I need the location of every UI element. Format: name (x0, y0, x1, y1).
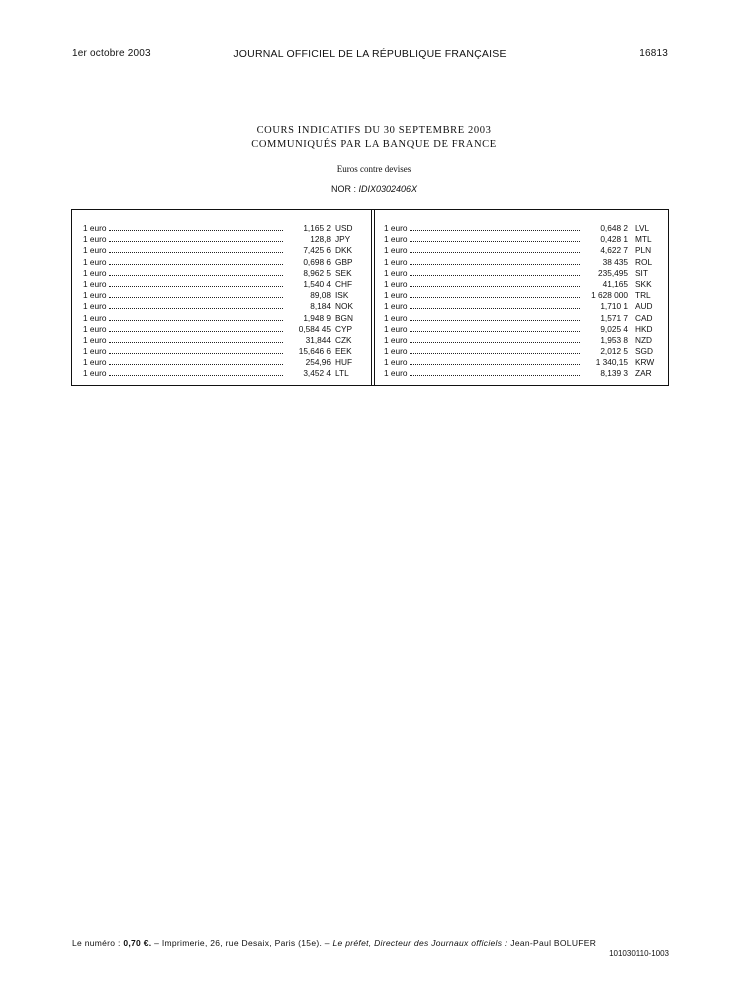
rate-label: 1 euro (384, 357, 408, 368)
rate-value: 2,012 5 (600, 346, 628, 357)
document-titles (0, 124, 748, 194)
page-header (72, 48, 668, 64)
header-date: 1er octobre 2003 (72, 48, 151, 59)
leader-dots (109, 353, 283, 354)
currency-code: NOK (335, 301, 353, 312)
rate-label: 1 euro (83, 346, 107, 357)
leader-dots (109, 342, 283, 343)
currency-code: ROL (635, 256, 653, 267)
leader-dots (109, 331, 283, 332)
rate-row (83, 301, 361, 312)
rate-value: 89,08 (310, 290, 331, 301)
rate-label: 1 euro (83, 256, 107, 267)
currency-code: LVL (635, 223, 650, 233)
rate-row (83, 357, 361, 368)
journal-title: JOURNAL OFFICIEL DE LA RÉPUBLIQUE FRANÇAISE (233, 48, 507, 60)
currency-code: CHF (335, 278, 353, 289)
nor-label: NOR : (330, 184, 356, 194)
leader-dots (109, 297, 283, 298)
rate-label: 1 euro (83, 312, 107, 323)
rate-label: 1 euro (83, 245, 107, 256)
leader-dots (410, 286, 580, 287)
rate-row (83, 234, 361, 245)
rate-label: 1 euro (384, 334, 408, 345)
leader-dots (410, 252, 580, 253)
currency-code: SEK (335, 267, 352, 278)
rate-label: 1 euro (83, 290, 107, 301)
rate-label: 1 euro (384, 323, 408, 334)
rate-row (384, 368, 660, 379)
rate-row (83, 335, 361, 346)
currency-code: LTL (335, 368, 349, 379)
leader-dots (109, 264, 283, 265)
leader-dots (410, 275, 580, 276)
rate-label: 1 euro (83, 334, 107, 345)
nor-code: IDIX0302406X (358, 184, 418, 194)
leader-dots (410, 241, 580, 242)
rate-value: 1 628 000 (591, 290, 628, 301)
rate-row (83, 346, 361, 357)
rate-label: 1 euro (384, 290, 408, 301)
leader-dots (410, 375, 580, 376)
currency-code: TRL (635, 290, 651, 301)
title-line-1: COURS INDICATIFS DU 30 SEPTEMBRE 2003 (256, 125, 492, 136)
leader-dots (109, 241, 283, 242)
page-footer (72, 938, 669, 958)
director-name: Jean-Paul BOLUFER (510, 938, 597, 948)
rate-label: 1 euro (83, 368, 107, 379)
rates-column-left (83, 223, 361, 380)
currency-code: ISK (335, 290, 349, 301)
leader-dots (109, 275, 283, 276)
leader-dots (410, 308, 580, 309)
rate-row (384, 234, 660, 245)
leader-dots (109, 320, 283, 321)
rate-label: 1 euro (83, 323, 107, 334)
printer-info: – Imprimerie, 26, rue Desaix, Paris (15e). – (154, 938, 330, 948)
rate-row (384, 257, 660, 268)
nor-reference (0, 184, 748, 194)
rate-label: 1 euro (384, 312, 408, 323)
rate-value: 31,844 (305, 334, 331, 345)
page-number: 16813 (639, 48, 668, 59)
rate-row (384, 346, 660, 357)
currency-code: PLN (635, 245, 652, 256)
rate-value: 1 340,15 (595, 357, 628, 368)
rate-label: 1 euro (384, 234, 408, 245)
currency-code: KRW (635, 357, 655, 368)
rate-value: 254,96 (305, 357, 331, 368)
currency-code: JPY (335, 234, 351, 245)
rate-label: 1 euro (83, 278, 107, 289)
rate-row (83, 290, 361, 301)
rate-row (83, 257, 361, 268)
rate-value: 8,962 5 (303, 267, 331, 278)
rate-value: 38 435 (602, 256, 628, 267)
rate-row (83, 324, 361, 335)
currency-code: EEK (335, 346, 352, 357)
rate-label: 1 euro (384, 256, 408, 267)
leader-dots (109, 230, 283, 231)
rate-value: 3,452 4 (303, 368, 331, 379)
rate-row (83, 313, 361, 324)
leader-dots (410, 320, 580, 321)
rate-value: 0,648 2 (600, 223, 628, 233)
leader-dots (410, 230, 580, 231)
currency-code: SKK (635, 278, 652, 289)
rate-row (83, 268, 361, 279)
currency-code: NZD (635, 334, 653, 345)
rate-value: 9,025 4 (600, 323, 628, 334)
rate-row (83, 279, 361, 290)
rate-value: 7,425 6 (303, 245, 331, 256)
rate-label: 1 euro (384, 346, 408, 357)
rate-value: 0,428 1 (600, 234, 628, 245)
rate-row (384, 313, 660, 324)
rate-label: 1 euro (384, 301, 408, 312)
leader-dots (109, 252, 283, 253)
rate-label: 1 euro (384, 368, 408, 379)
rate-row (83, 245, 361, 256)
leader-dots (109, 286, 283, 287)
currency-code: USD (335, 223, 353, 233)
rate-row (83, 223, 361, 234)
rate-row (384, 290, 660, 301)
rate-value: 8,139 3 (600, 368, 628, 379)
rate-row (384, 301, 660, 312)
rate-row (83, 368, 361, 379)
rate-row (384, 223, 660, 234)
currency-code: GBP (335, 256, 353, 267)
currency-code: HUF (335, 357, 353, 368)
exchange-rates-table (71, 209, 669, 386)
rate-value: 8,184 (310, 301, 331, 312)
currency-code: AUD (635, 301, 653, 312)
rate-value: 1,948 9 (303, 312, 331, 323)
rate-value: 4,622 7 (600, 245, 628, 256)
column-divider (374, 210, 375, 385)
currency-code: MTL (635, 234, 652, 245)
rate-label: 1 euro (83, 234, 107, 245)
rate-label: 1 euro (83, 357, 107, 368)
rate-value: 235,495 (598, 267, 628, 278)
rate-label: 1 euro (384, 278, 408, 289)
leader-dots (410, 364, 580, 365)
leader-dots (410, 331, 580, 332)
leader-dots (410, 297, 580, 298)
subtitle: Euros contre devises (336, 164, 412, 174)
title-line-2: COMMUNIQUÉS PAR LA BANQUE DE FRANCE (251, 139, 497, 150)
currency-code: BGN (335, 312, 353, 323)
rate-value: 41,165 (602, 278, 628, 289)
leader-dots (109, 308, 283, 309)
leader-dots (109, 375, 283, 376)
rate-row (384, 279, 660, 290)
prefect-info: Le préfet, Directeur des Journaux officiels : (332, 938, 508, 948)
leader-dots (410, 264, 580, 265)
currency-code: SGD (635, 346, 653, 357)
rate-row (384, 357, 660, 368)
print-code: 101030110-1003 (609, 949, 669, 958)
currency-code: DKK (335, 245, 353, 256)
currency-code: CYP (335, 323, 353, 334)
rate-row (384, 245, 660, 256)
currency-code: CZK (335, 334, 352, 345)
rate-value: 1,165 2 (303, 223, 331, 233)
rate-value: 128,8 (310, 234, 331, 245)
rate-value: 0,698 6 (303, 256, 331, 267)
rate-row (384, 268, 660, 279)
currency-code: CAD (635, 312, 653, 323)
currency-code: HKD (635, 323, 653, 334)
price-value: 0,70 €. (123, 938, 152, 948)
rate-label: 1 euro (384, 245, 408, 256)
price-label: Le numéro : (72, 938, 121, 948)
currency-code: SIT (635, 267, 648, 278)
rate-value: 15,646 6 (298, 346, 331, 357)
rate-label: 1 euro (83, 267, 107, 278)
footer-imprint (72, 938, 669, 948)
rate-row (384, 335, 660, 346)
rate-row (384, 324, 660, 335)
rates-column-right (384, 223, 660, 380)
rate-value: 1,571 7 (600, 312, 628, 323)
rate-value: 0,584 45 (298, 323, 331, 334)
currency-code: ZAR (635, 368, 652, 379)
rate-label: 1 euro (384, 267, 408, 278)
leader-dots (109, 364, 283, 365)
leader-dots (410, 342, 580, 343)
rate-value: 1,540 4 (303, 278, 331, 289)
rate-label: 1 euro (83, 301, 107, 312)
column-divider (371, 210, 372, 385)
rate-label: 1 euro (384, 223, 408, 233)
rate-label: 1 euro (83, 223, 107, 233)
leader-dots (410, 353, 580, 354)
rate-value: 1,710 1 (600, 301, 628, 312)
rate-value: 1,953 8 (600, 334, 628, 345)
